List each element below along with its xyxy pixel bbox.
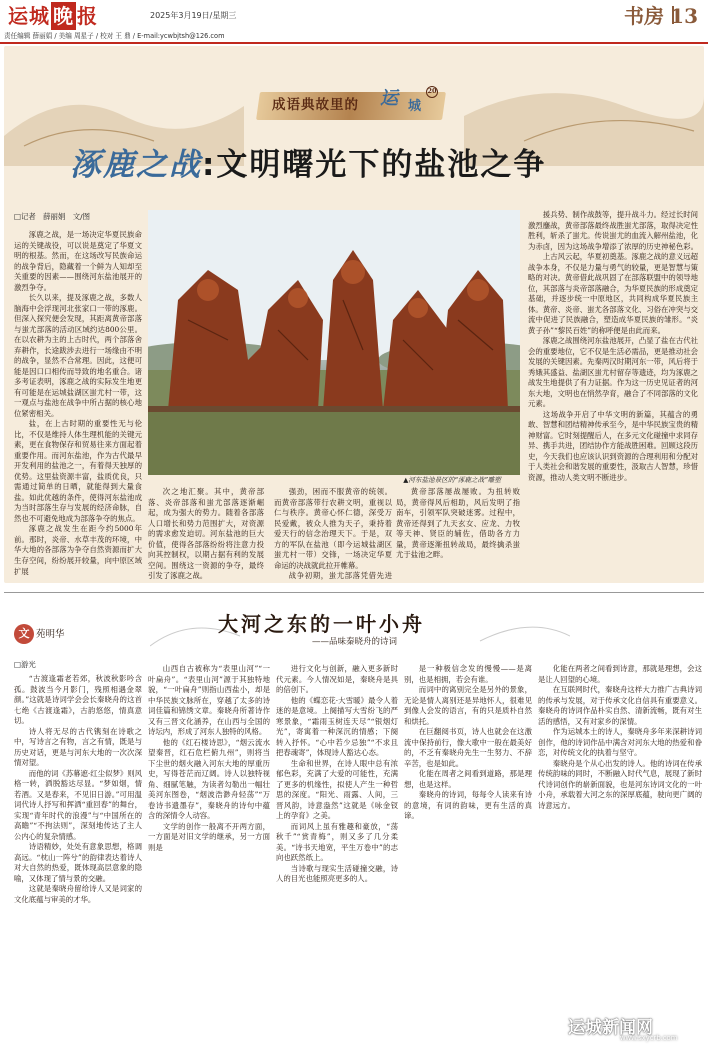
- bottom-column-2: [148, 664, 270, 1042]
- article-column-4: [396, 487, 520, 580]
- paragraph: 涿鹿之战，是一场决定华夏民族命运的关键战役，可以说是奠定了华夏文明的根基。然而，在这场改写民族命运的战争背后，隐藏着一个鲜为人知却至关重要的因素——围绕河东盐池展开的激烈争夺。: [14, 230, 142, 292]
- banner-yun-char: 运: [380, 88, 398, 109]
- bottom-article-title: 大河之东的一叶小舟: [218, 612, 425, 636]
- masthead-rule: [0, 42, 708, 44]
- paragraph: 援兵势、制作战鼓等，提升战斗力。经过长时间激烈鏖战，黄帝部落最终战胜蚩尤部落，取得决定性胜利，斩杀了蚩尤。传说蚩尤的血流入解州盐池，化为赤卤，因为这场战争增添了浓厚的历史神秘色彩。: [528, 210, 698, 251]
- bottom-column-3: [276, 664, 398, 1042]
- paragraph: 进行文化与创新，融入更多新时代元素。今人情况如是，秦晓舟是具的倍创下。: [276, 664, 398, 695]
- paragraph: 化能在两者之间看到诗意，那就是理想，会这是让人回望的心境。: [538, 664, 702, 684]
- section-divider-line: [4, 592, 704, 593]
- banner-cheng-char: 城: [408, 99, 422, 114]
- paragraph: 是一种极信念发的慢慢——是离别，也是相拥，若会有谁。: [404, 664, 532, 684]
- paragraph: 而他的词《苏幕遮·红尘似梦》则风格一转，洒脱豁达尽显。“梦如烟，情若酒。又是春来，不见旧日游。”可用温词代诗人抒写和挥洒“重回春”的舞台，实现“青年时代的浪漫”与“中国所在的高瞻”“不拘法则”，深刻地传达了主人公内心的复杂情感。: [14, 768, 142, 841]
- author-tag: [14, 624, 74, 644]
- paragraph: 涿鹿之战围绕河东盐池展开，凸显了盐在古代社会的重要地位，它不仅是生活必需品，更是推动社会发展的关键因素。先秦两汉时期河东一带，风后将于秀娥其盛益、盐湖区蚩尤村留存等遗迹，均为涿鹿之战发生地提供了有力证据。作为这一历史见证者的河东大地，文明也在悄然孕育，融合了不同部落的文化元素。: [528, 336, 698, 409]
- author-initial-badge: 文: [14, 624, 34, 644]
- paragraph: 秦晓舟是个从心出发的诗人。他的诗词在传承传统韵味的同时，不断融入时代气息，展现了新时代诗词创作的崭新面貌，也是河东诗词文化的一叶小舟，承载着大河之东的深厚底蕴，驶向更广阔的诗意远方。: [538, 758, 702, 810]
- paragraph: “古渡逢霜老若郊，秋波秋影吟含孤。鼓波当今月影门，残照相遇金翠颜。”这就是诗词学会会长秦晓舟的这首七绝《古渡逢霜》，古韵悠悠，情真意切。: [14, 674, 142, 726]
- bottom-article-subtitle: ——品味秦晓舟的诗词: [312, 637, 398, 647]
- paragraph: 次之地汇聚。其中，黄帝部落、炎帝部落和蚩尤部落逐渐崛起，成为强大的势力。随着各部落人口增长和势力范围扩大，对资源的需求愈发迫切。河东盐池的巨大价值，使得各部落纷纷将注意力投向其控制权，以期占据有利的发展空间。围绕这一资源的争夺，最终引发了涿鹿之战。: [148, 487, 264, 580]
- paragraph: 作为运城本土的诗人，秦晓舟多年来深耕诗词创作，他的诗词作品中满含对河东大地的热爱和眷恋，对传统文化的执着与坚守。: [538, 727, 702, 758]
- article-column-3: [274, 487, 392, 580]
- bottom-article-byline: □游光: [14, 660, 36, 669]
- paragraph: 化能在周者之间看到道路，那是理想，也是这样。: [404, 769, 532, 789]
- paragraph: 在巨翻阅书页，诗人也就会在这激流中保持前行，像大歌中一般在最美好的，不乏有秦晓舟先生一生努力、不辞辛苦，也是如此。: [404, 727, 532, 768]
- paragraph: 而词中的离别完全是另外的景象，无论是情人离别还是异地怀人，很难见到像人会发的语言，有的只是质朴自然和烘托。: [404, 685, 532, 726]
- banner-issue-badge: 20: [426, 86, 438, 98]
- sculpture-photo: [148, 210, 520, 475]
- paragraph: 强劲，困而不服黄帝的统领。而黄帝部落带行农耕文明，重视以仁与秩序。黄帝心怀仁德，深受万民爱戴，被众人推为天子，秉持着爱天行的信念治理天下。于是，双方的军队在盐池（即今运城盐湖区蚩尤村一带）交锋，一场决定华夏命运的决战就此拉开帷幕。: [274, 487, 392, 570]
- column-banner: [258, 84, 444, 128]
- site-watermark: 运城新闻网: [568, 1018, 653, 1038]
- article-column-2: [148, 487, 264, 580]
- photo-caption: ▲河东盐池景区的“涿鹿之战”雕塑: [403, 476, 501, 484]
- section-name: 书房: [624, 4, 664, 28]
- newspaper-logo: [8, 2, 98, 30]
- paragraph: 诗人将无尽的古代镌刻在诗歌之中，写诗言之有物，言之有情，既是与历史对话，更是与河东大地的一次次深情对望。: [14, 726, 142, 768]
- paragraph: 这就是秦晓舟留给诗人又是词家的文化底蕴与审美的才华。: [14, 884, 142, 904]
- paragraph: 这场战争开启了中华文明的新篇，其蕴含的勇敢、智慧和团结精神传承至今，是中华民族宝贵的精神财富。它时刻提醒后人，在多元文化碰撞中求同存异、携手共进，团结协作方能战胜困难。回顾这段历史，今天我们也应该认识到资源的合理利用和分配对于人类社会和谐发展的重要性，汲取古人智慧，珍惜资源，推动人类文明不断进步。: [528, 409, 698, 482]
- logo-text-b: 晚: [51, 2, 76, 30]
- issue-date: 2025年3月19日/星期三: [150, 11, 237, 20]
- bottom-column-4: [404, 664, 532, 1042]
- paragraph: 文学的创作一般离不开两方面，一方面是对旧文学的继承，另一方面则是: [148, 821, 270, 852]
- paragraph: 上古风云起，华夏初奠基。涿鹿之战的意义远超战争本身，不仅是力量与勇气的较量，更是智慧与策略的对决。黄帝借此战巩固了在部落联盟中的领导地位，其部落与炎帝部落融合，为华夏民族的形成奠定基础，并逐步统一中原地区，共同构成华夏民族主体。黄帝、炎帝、蚩尤各部落文化、习俗在冲突与交流中促进了民族融合，塑造成华夏民族的雏形。“炎黄子孙”“黎民百姓”的称呼便是由此而来。: [528, 252, 698, 335]
- paragraph: 当诗歌与现实生活碰撞交融，诗人的目光也能照亮更多的人。: [276, 863, 398, 884]
- paragraph: 盐，在上古时期的重要性无与伦比，不仅是维持人体生理机能的关键元素，更在食物保存和贸易往来方面起着重要作用。而河东盐池，作为古代最早开发利用的盐池之一，有着得天独厚的优势。这里盐资源丰富，盐质优良，只需通过简单的日晒，就能得到大量食盐。如此优越的条件，使得河东盐池成为当时部落生存与发展的经济命脉，自然也不可避免地成为部落争夺的焦点。: [14, 419, 142, 523]
- paragraph: 在互联网时代，秦晓舟这样大力推广古典诗词的传承与发展，对于传承文化自信具有重要意义。秦晓舟的诗词作品朴实自然、清新流畅，既有对生活的感悟，又有对家乡的深情。: [538, 685, 702, 726]
- site-watermark-url: www.sxycrb.com: [620, 1034, 678, 1042]
- paragraph: 他的《红石楼诗思》，“烟云流水望秦晋，红石危栏俯九州”，则将当下尘世的烟火融入河东大地的厚重历史，写得苍茫而辽阔。诗人以独特视角、细腻笔触，为读者勾勒出一幅壮美河东图卷，“烟波浩渺舟轻荡”“万卷诗书遗墨存”，秦晓舟的诗句中蕴含的深情令人动容。: [148, 737, 270, 821]
- article-headline: [70, 143, 670, 187]
- headline-part-b: :文明曙光下的盐池之争: [202, 147, 547, 183]
- paragraph: 而词风上虽有雅趣和豪放，“荡秋千”“赏青梅”，则又多了几分柔美。“诗书天地宽，平生万卷中”的志向也跃然纸上。: [276, 821, 398, 863]
- paragraph: 长久以来，提及涿鹿之战，多数人脑海中会浮现河北张家口一带的涿鹿。但深入探究便会发现，其距离黄帝部落与蚩尤部落的活动区域约达800公里。在以农耕为主的上古时代，两个部落舍弃耕作，长途跋涉去进行一场缘由不明的战争，显然不合常理。因此，这便可能是因口口相传而导致的地名重合。诸多考证表明，涿鹿之战的实际发生地更有可能是在运城盐湖区蚩尤村一带，这一观点与盐池在战争中所占据的核心地位紧密相关。: [14, 293, 142, 418]
- article-column-1: [14, 230, 142, 578]
- paragraph: 黄帝部落屡战屡败。为扭转败局，黄帝得风后相助，风后发明了指南车，引领军队突破迷雾。过程中，黄帝还得到了九天玄女、应龙、力牧等天神、贤臣的辅佐，借助各方力量，黄帝逐渐扭转战局，最终擒杀蚩尤于盐池之畔。: [396, 487, 520, 560]
- author-name: 苑明华: [36, 629, 65, 640]
- page-number: 13: [670, 4, 698, 28]
- headline-part-a: 涿鹿之战: [70, 147, 202, 183]
- bottom-column-5: [538, 664, 702, 1042]
- logo-text-a: 运城: [8, 4, 50, 28]
- paragraph: 诗语精妙，处处有意象思想，格调高远。“枕山一阵兮”的韵律表达着诗人对大自然的热爱，既体现高层意象的隐喻，又体现了情与景的交融。: [14, 842, 142, 883]
- masthead: [0, 0, 708, 44]
- article-column-5: [528, 210, 698, 580]
- logo-text-c: 报: [77, 4, 98, 28]
- sculpture-illustration: [148, 210, 520, 475]
- paragraph: 山西自古被称为“表里山河”“一叶扁舟”。“表里山河”源于其独特地貌，“一叶扁舟”则指山西盐小，却是中华民族文脉所在，穿越了太多的诗词佳篇和锦绣文章。秦晓舟所著诗作又有三晋文化涵养，在山西与全国的诗坛内，形成了河东人独特的风格。: [148, 664, 270, 737]
- bottom-column-1: [14, 674, 142, 1042]
- banner-text: 成语典故里的: [272, 97, 359, 113]
- article-byline: □记者 薛丽娟 文/图: [14, 212, 90, 221]
- paragraph: 生命和世界，在诗人眼中总有浓郁色彩，充满了大爱的可能性，充满了更多的机缘性，拟使人产生一种哲思的深度。“阳光、雨露、人间，三晋风韵，诗意盎然”这就是《咏金钗上的孕育》之美。: [276, 758, 398, 821]
- paragraph: 涿鹿之战发生在距今约5000年前。那时，炎帝、水草丰茂的环境，中华大地的各部落为争夺自然资源而扩大生存空间，纷纷展开较量，向中原区域扩展: [14, 524, 142, 576]
- paragraph: 他的《蝶恋花·大雪暖》最令人着迷的是意境。上阕描写大雪纷飞的严寒景象，“霜雨玉树连天尽”“银烟灯光”，寄寓着一种深沉的情感；下阕转入抒怀。“心中若少忌独”“不求且把春魂寄”，体现诗人豁达心态。: [276, 695, 398, 758]
- paragraph: 战争初期，蚩尤部落凭借先进: [288, 571, 392, 580]
- editor-credits: 责任编辑 薛丽娟 / 美编 周星子 / 校对 王 鼎 / E-mail:ycwbjtsh@126.com: [4, 32, 225, 40]
- paragraph: 秦晓舟的诗词，每每令人读来有诗的意境，有词的韵味，更有生活的真谛。: [404, 790, 532, 821]
